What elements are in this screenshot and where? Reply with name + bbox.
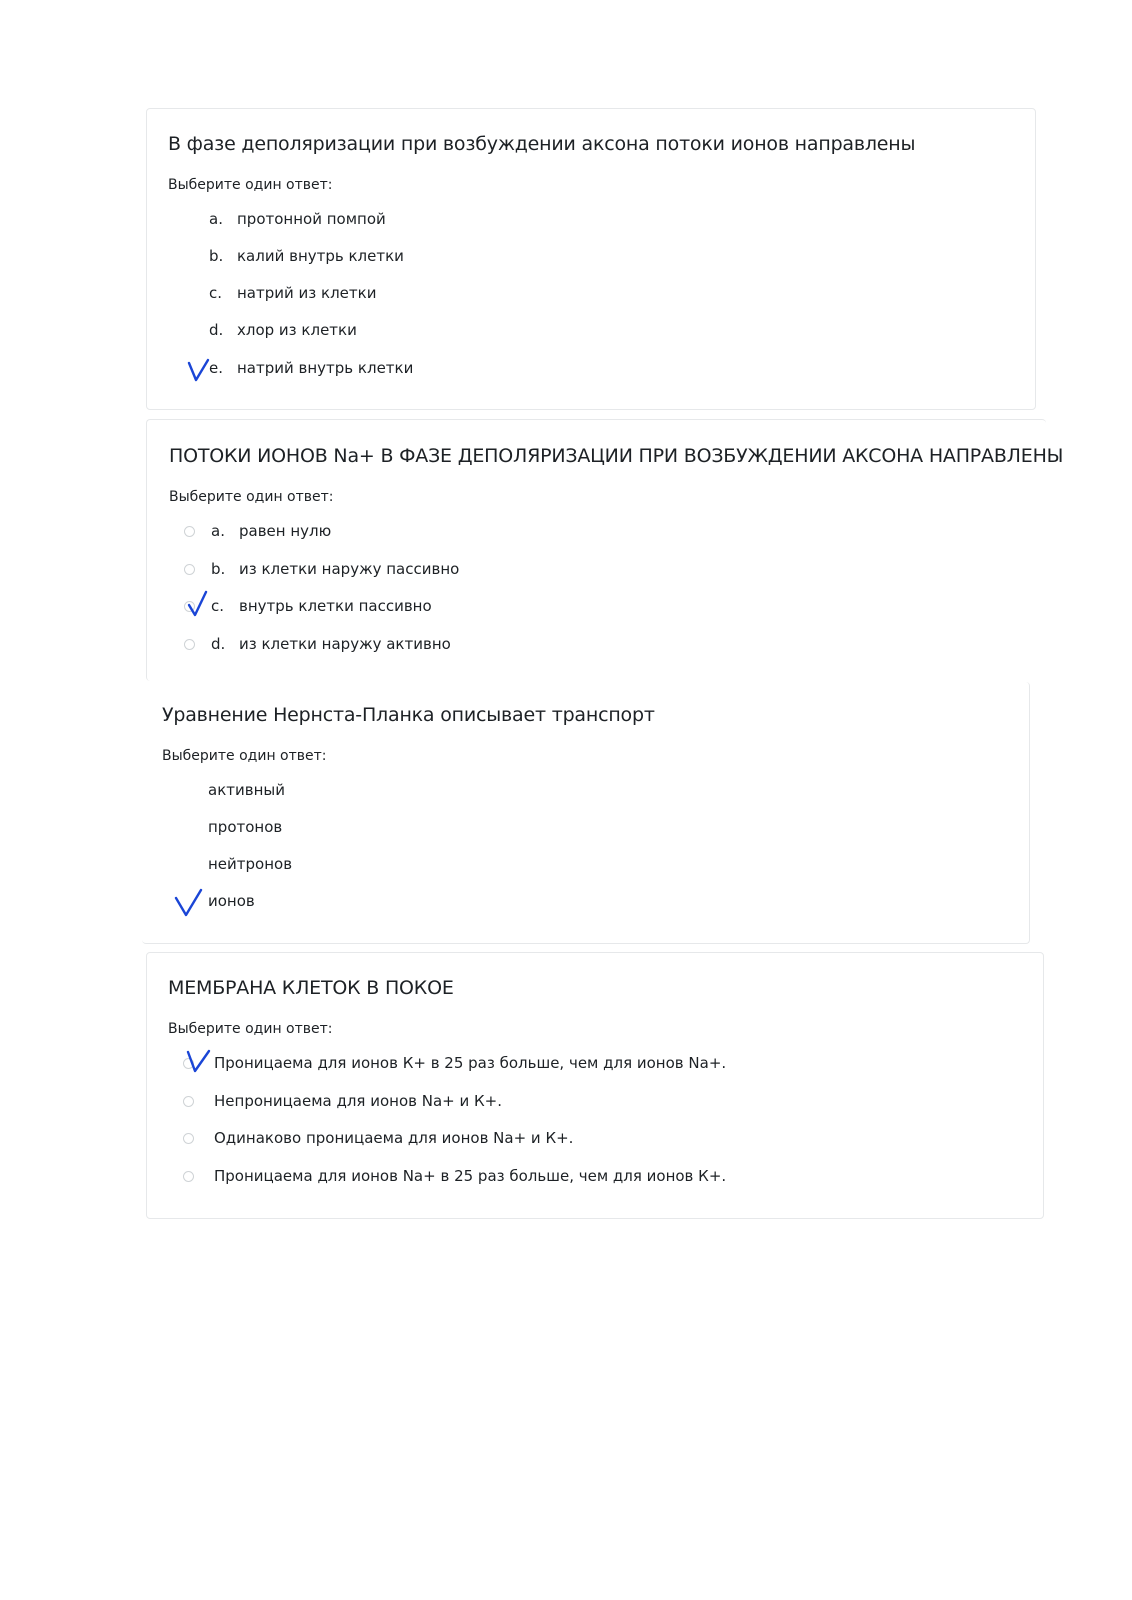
answer-option-1[interactable] bbox=[208, 778, 285, 802]
option-text: протонов bbox=[208, 818, 283, 836]
radio-button-icon[interactable] bbox=[184, 526, 195, 537]
option-text: из клетки наружу пассивно bbox=[239, 560, 460, 578]
question-card-4 bbox=[146, 952, 1044, 1219]
answer-option-2[interactable] bbox=[214, 1089, 502, 1113]
question-title: Уравнение Нернста-Планка описывает транспорт bbox=[162, 704, 655, 726]
question-title: В фазе деполяризации при возбуждении аксона потоки ионов направлены bbox=[168, 133, 916, 155]
option-text: Одинаково проницаема для ионов Na+ и К+. bbox=[214, 1129, 574, 1147]
option-letter: e. bbox=[209, 359, 223, 377]
answer-option-4[interactable] bbox=[214, 1164, 726, 1188]
handwritten-check-icon bbox=[186, 1049, 212, 1075]
answer-option-4[interactable] bbox=[208, 889, 255, 913]
option-text: хлор из клетки bbox=[237, 321, 357, 339]
option-letter: d. bbox=[211, 635, 226, 653]
option-letter: d. bbox=[209, 321, 224, 339]
answer-prompt: Выберите один ответ: bbox=[168, 177, 333, 193]
answer-option-1[interactable] bbox=[214, 1051, 726, 1075]
question-card-1 bbox=[146, 108, 1036, 410]
radio-button-icon[interactable] bbox=[184, 564, 195, 575]
option-letter: a. bbox=[211, 522, 225, 540]
option-text: ионов bbox=[208, 892, 255, 910]
option-letter: b. bbox=[211, 560, 226, 578]
option-text: калий внутрь клетки bbox=[237, 247, 404, 265]
option-text: равен нулю bbox=[239, 522, 332, 540]
radio-button-icon[interactable] bbox=[183, 1133, 194, 1144]
answer-option-d[interactable] bbox=[209, 318, 357, 342]
answer-option-a[interactable] bbox=[209, 207, 386, 231]
option-text: протонной помпой bbox=[237, 210, 386, 228]
answer-option-c[interactable] bbox=[211, 594, 432, 618]
option-letter: c. bbox=[211, 597, 225, 615]
answer-option-3[interactable] bbox=[208, 852, 292, 876]
option-letter: a. bbox=[209, 210, 223, 228]
answer-option-3[interactable] bbox=[214, 1126, 573, 1150]
handwritten-check-icon bbox=[187, 590, 209, 618]
radio-button-icon[interactable] bbox=[183, 1171, 194, 1182]
option-text: натрий внутрь клетки bbox=[237, 359, 414, 377]
option-text: Проницаема для ионов Na+ в 25 раз больше, чем для ионов К+. bbox=[214, 1167, 727, 1185]
answer-prompt: Выберите один ответ: bbox=[168, 1021, 333, 1037]
question-card-2 bbox=[146, 419, 1064, 681]
question-card-3 bbox=[142, 682, 1030, 944]
option-text: Непроницаема для ионов Na+ и К+. bbox=[214, 1092, 502, 1110]
option-text: Проницаема для ионов К+ в 25 раз больше, чем для ионов Na+. bbox=[214, 1054, 727, 1072]
answer-option-a[interactable] bbox=[211, 519, 331, 543]
option-text: натрий из клетки bbox=[237, 284, 377, 302]
option-text: нейтронов bbox=[208, 855, 293, 873]
answer-option-2[interactable] bbox=[208, 815, 282, 839]
option-letter: b. bbox=[209, 247, 224, 265]
handwritten-check-icon bbox=[187, 357, 211, 383]
answer-option-c[interactable] bbox=[209, 281, 376, 305]
handwritten-check-icon bbox=[174, 888, 204, 918]
option-text: активный bbox=[208, 781, 285, 799]
question-title: ПОТОКИ ИОНОВ Na+ В ФАЗЕ ДЕПОЛЯРИЗАЦИИ ПРИ ВОЗБУЖДЕНИИ АКСОНА НАПРАВЛЕНЫ bbox=[169, 445, 1064, 467]
option-letter: c. bbox=[209, 284, 223, 302]
radio-button-icon[interactable] bbox=[184, 639, 195, 650]
answer-option-d[interactable] bbox=[211, 632, 451, 656]
option-text: внутрь клетки пассивно bbox=[239, 597, 432, 615]
answer-prompt: Выберите один ответ: bbox=[169, 489, 334, 505]
question-title: МЕМБРАНА КЛЕТОК В ПОКОЕ bbox=[168, 977, 454, 999]
answer-option-e[interactable] bbox=[209, 356, 413, 380]
answer-option-b[interactable] bbox=[211, 557, 459, 581]
radio-button-icon[interactable] bbox=[183, 1096, 194, 1107]
option-text: из клетки наружу активно bbox=[239, 635, 451, 653]
answer-prompt: Выберите один ответ: bbox=[162, 748, 327, 764]
answer-option-b[interactable] bbox=[209, 244, 404, 268]
